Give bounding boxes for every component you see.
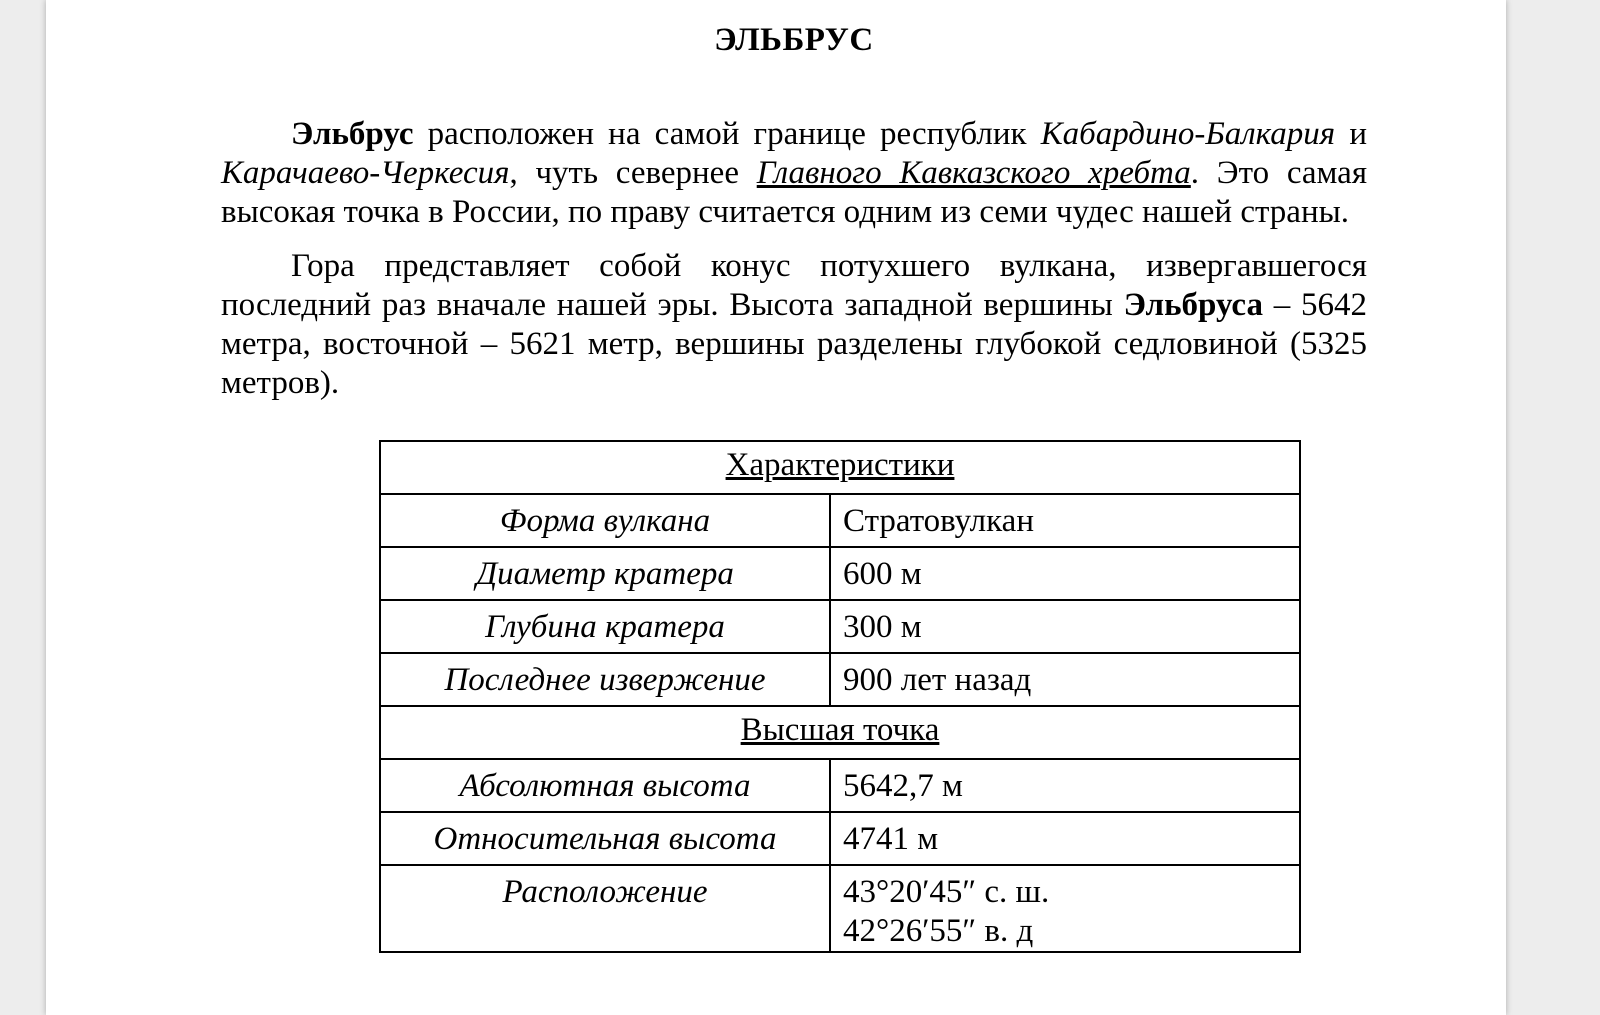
document-content [221, 0, 1367, 403]
table-row [380, 865, 1300, 952]
characteristics-table [379, 440, 1301, 953]
paragraph-description-text: Гора представляет собой конус потухшего вулкана, извергавшегося последний раз вначале нашей эры. Высота западной вершины [221, 248, 1367, 323]
paragraph-intro-text: , чуть севернее [509, 155, 757, 191]
row-key: Абсолютная высота [380, 759, 830, 812]
paragraph-intro-text: расположен на самой границе республик [413, 116, 1041, 152]
table-row [380, 759, 1300, 812]
term-elbrus-genitive: Эльбруса [1123, 287, 1263, 323]
table-row [380, 494, 1300, 547]
paragraph-intro-text: и [1335, 116, 1367, 152]
section-header-highest-point: Высшая точка [380, 706, 1300, 759]
term-kchr: Карачаево-Черкесия [221, 155, 510, 191]
paragraph-description [221, 247, 1367, 403]
row-key: Глубина кратера [380, 600, 830, 653]
row-value: 4741 м [830, 812, 1300, 865]
latitude: 43°20′45″ с. ш. [843, 874, 1050, 910]
row-key: Форма вулкана [380, 494, 830, 547]
row-value: 5642,7 м [830, 759, 1300, 812]
term-main-caucasus-ridge: Главного Кавказского хребта [756, 155, 1191, 191]
row-value: 300 м [830, 600, 1300, 653]
table-section-row [380, 706, 1300, 759]
row-value-coordinates [830, 865, 1300, 952]
row-key: Относительная высота [380, 812, 830, 865]
term-elbrus: Эльбрус [291, 116, 414, 152]
row-key: Последнее извержение [380, 653, 830, 706]
row-value: 600 м [830, 547, 1300, 600]
row-key: Расположение [380, 865, 830, 952]
section-header-characteristics: Характеристики [380, 441, 1300, 494]
paragraph-description-text: – 5642 метра, восточной – 5621 метр, вершины разделены глубокой седловиной (5325 метров). [221, 287, 1367, 401]
table-row [380, 812, 1300, 865]
paragraph-intro [221, 115, 1367, 232]
paragraph-intro-text: . Это самая высокая точка в России, по праву считается одним из семи чудес нашей страны. [221, 155, 1368, 230]
document-title: ЭЛЬБРУС [714, 22, 874, 58]
row-value: Стратовулкан [830, 494, 1300, 547]
table-row [380, 653, 1300, 706]
term-kbr: Кабардино-Балкария [1040, 116, 1336, 152]
table-row [380, 600, 1300, 653]
table-row [380, 547, 1300, 600]
document-page [46, 0, 1506, 1015]
row-value: 900 лет назад [830, 653, 1300, 706]
longitude: 42°26′55″ в. д [843, 913, 1034, 949]
row-key: Диаметр кратера [380, 547, 830, 600]
table-section-row [380, 441, 1300, 494]
